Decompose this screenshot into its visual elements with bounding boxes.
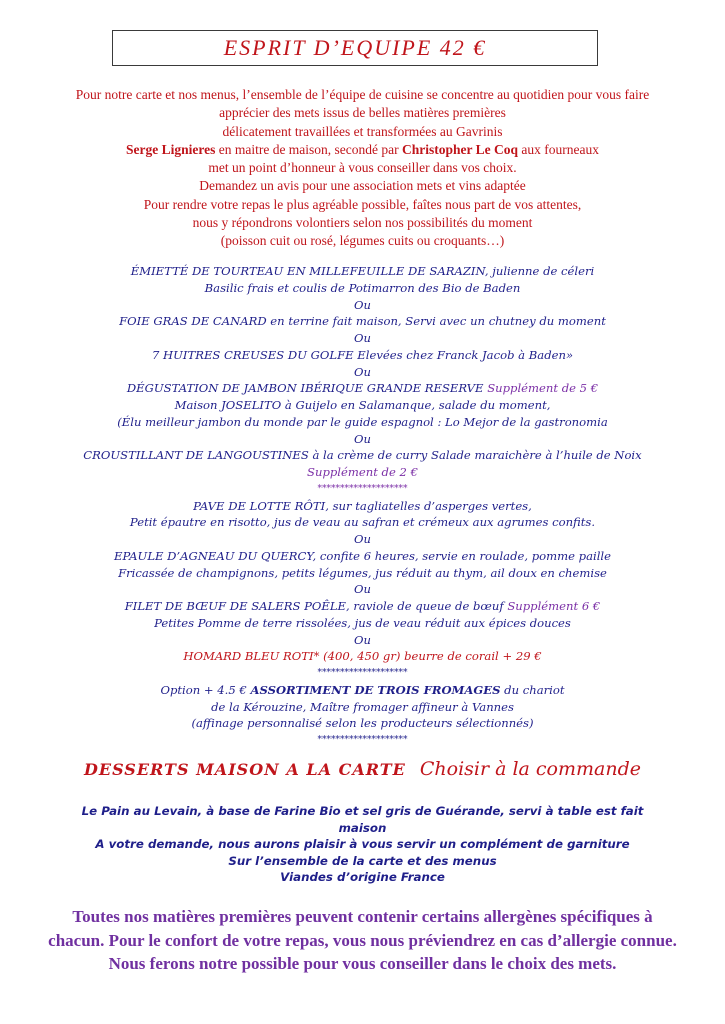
cheese-option: [10, 682, 715, 699]
intro-line: Demandez un avis pour une association mets et vins adaptée: [199, 178, 526, 194]
note-line: Sur l’ensemble de la carte et des menus: [228, 853, 497, 868]
chef-name: Christopher Le Coq: [402, 141, 519, 157]
main-item: [10, 598, 715, 615]
or-separator: Ou: [354, 582, 371, 597]
intro-paragraph: [20, 86, 705, 251]
intro-line: Pour rendre votre repas le plus agréable possible, faîtes nous part de vos attentes,: [143, 196, 582, 212]
star-separator: ********************: [317, 668, 408, 678]
starter-detail: Maison JOSELITO à Guijelo en Salamanque, salade du moment,: [174, 398, 551, 412]
note-line: maison: [338, 820, 387, 835]
maitre-name: Serge Lignieres: [125, 141, 216, 157]
item-text: DÉGUSTATION DE JAMBON IBÉRIQUE GRANDE RESERVE: [126, 381, 488, 396]
supplement-label: Supplément de 5 €: [487, 381, 599, 396]
note-line: Le Pain au Levain, à base de Farine Bio et sel gris de Guérande, servi à table est fait: [81, 804, 644, 818]
starter-item: ÉMIETTÉ DE TOURTEAU EN MILLEFEUILLE DE SARAZIN, julienne de céleri: [130, 264, 595, 278]
or-separator: Ou: [354, 431, 371, 446]
intro-line: Pour notre carte et nos menus, l’ensemble de l’équipe de cuisine se concentre au quotidien pour vous faire: [75, 87, 650, 102]
allergen-line: chacun. Pour le confort de votre repas, vous nous préviendrez en cas d’allergie connue.: [48, 930, 677, 950]
item-text: Option + 4.5 €: [160, 682, 251, 697]
item-text: FILET DE BŒUF DE SALERS POÊLE, raviole de queue de bœuf: [124, 599, 508, 613]
intro-line: délicatement travaillées et transformées au Gavrinis: [222, 123, 503, 139]
allergen-notice: [0, 905, 725, 976]
or-separator: Ou: [354, 297, 371, 312]
starter-item: 7 HUITRES CREUSES DU GOLFE Elevées chez Franck Jacob à Baden»: [151, 347, 574, 362]
note-line: A votre demande, nous aurons plaisir à vous servir un complément de garniture: [95, 837, 630, 851]
main-detail: Petit épautre en risotto, jus de veau au safran et crémeux aux agrumes confits.: [129, 515, 596, 530]
allergen-line: Toutes nos matières premières peuvent contenir certains allergènes spécifiques à: [72, 907, 653, 926]
starter-detail: (Élu meilleur jambon du monde par le guide espagnol : Lo Mejor de la gastronomia: [117, 414, 608, 429]
starter-item: FOIE GRAS DE CANARD en terrine fait maison, Servi avec un chutney du moment: [119, 314, 606, 329]
main-item: EPAULE D’AGNEAU DU QUERCY, confite 6 heures, servie en roulade, pomme paille: [113, 548, 611, 563]
main-item: PAVE DE LOTTE RÔTI, sur tagliatelles d’asperges vertes,: [193, 498, 532, 513]
note-line: Viandes d’origine France: [280, 870, 445, 884]
main-detail: Petites Pomme de terre rissolées, jus de veau réduit aux épices douces: [154, 615, 571, 630]
or-separator: Ou: [354, 532, 371, 546]
item-text: du chariot: [500, 682, 565, 697]
supplement-label: Supplément 6 €: [507, 599, 601, 613]
supplement-label: Supplément de 2 €: [307, 465, 418, 479]
desserts-choice: Choisir à la commande: [419, 758, 641, 780]
main-detail: Fricassée de champignons, petits légumes, jus réduit au thym, ail doux en chemise: [118, 565, 607, 580]
intro-text: en maitre de maison, secondé par: [215, 141, 403, 157]
starter-detail: Basilic frais et coulis de Potimarron des Bio de Baden: [204, 280, 521, 295]
star-separator: ********************: [317, 483, 408, 494]
menu-title: ESPRIT D’EQUIPE 42 €: [223, 35, 487, 60]
starter-item: CROUSTILLANT DE LANGOUSTINES à la crème de curry Salade maraichère à l’huile de Noix: [83, 448, 642, 463]
menu-title-box: [112, 30, 598, 66]
or-separator: Ou: [354, 331, 371, 345]
intro-line: met un point d’honneur à vous conseiller dans vos choix.: [208, 160, 517, 176]
intro-line: apprécier des mets issus de belles matières premières: [219, 105, 506, 121]
cheese-detail: (affinage personnalisé selon les producteurs sélectionnés): [191, 716, 534, 731]
intro-text: aux fourneaux: [518, 141, 600, 157]
desserts-heading: [0, 758, 725, 780]
notes-block: [0, 803, 725, 886]
allergen-line: Nous ferons notre possible pour vous conseiller dans le choix des mets.: [108, 954, 617, 973]
cheese-detail: de la Kérouzine, Maître fromager affineur à Vannes: [211, 699, 514, 714]
star-separator: ********************: [317, 735, 408, 745]
menu-items: [10, 263, 715, 749]
or-separator: Ou: [354, 632, 371, 647]
cheese-title: ASSORTIMENT DE TROIS FROMAGES: [250, 682, 501, 697]
desserts-label: DESSERTS MAISON A LA CARTE: [84, 760, 406, 779]
lobster-item: HOMARD BLEU ROTI* (400, 450 gr) beurre de corail + 29 €: [183, 649, 542, 664]
intro-line: (poisson cuit ou rosé, légumes cuits ou croquants…): [220, 233, 505, 249]
starter-item: [10, 380, 715, 397]
or-separator: Ou: [354, 364, 371, 379]
intro-line: nous y répondrons volontiers selon nos possibilités du moment: [192, 215, 533, 231]
intro-line: [20, 141, 705, 159]
